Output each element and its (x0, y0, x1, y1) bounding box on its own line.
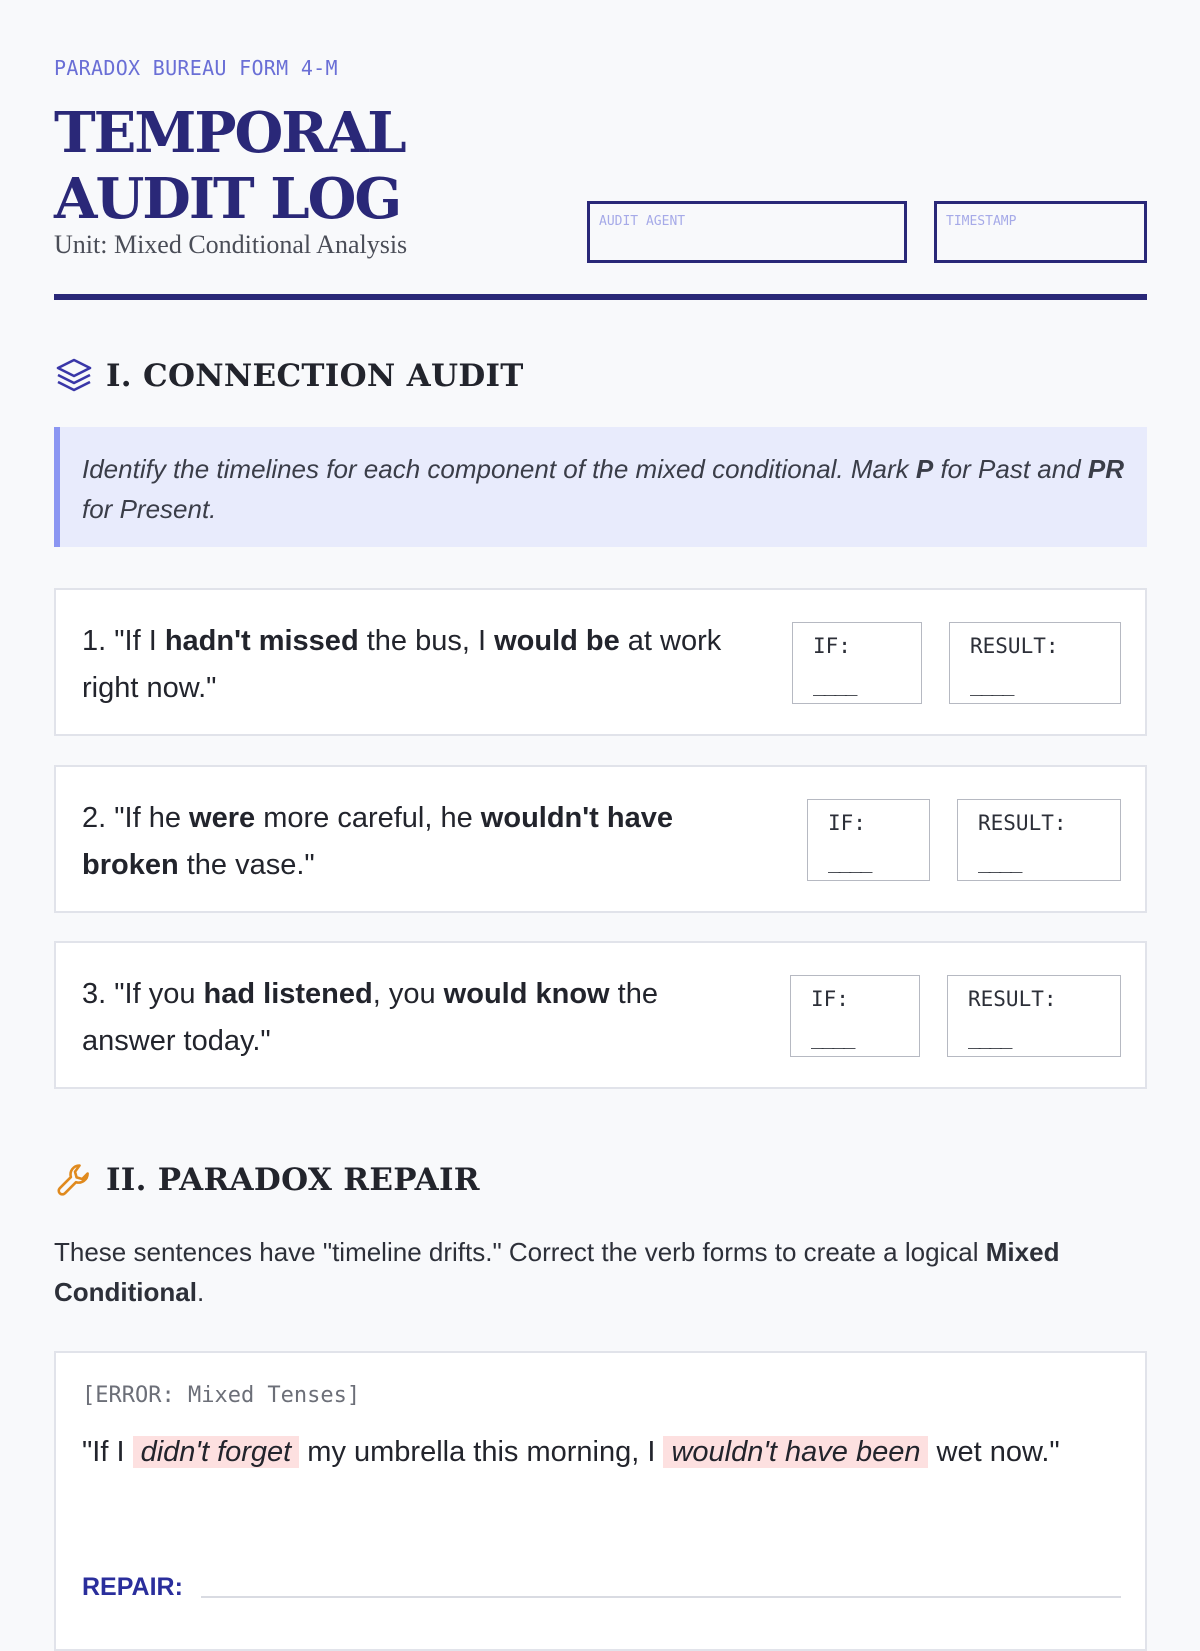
verb-if: were (189, 802, 256, 834)
audit-agent-field[interactable] (587, 201, 907, 263)
result-label: RESULT: (970, 634, 1059, 658)
repair-input-line[interactable] (201, 1596, 1121, 1598)
title-line-2: AUDIT LOG (54, 166, 401, 232)
error-text-part: wet now." (928, 1436, 1060, 1468)
question-card-2 (54, 765, 1147, 913)
unit-subtitle: Unit: Mixed Conditional Analysis (54, 230, 408, 259)
intro-text: . (196, 1277, 205, 1307)
timestamp-field[interactable] (934, 201, 1147, 263)
form-code: PARADOX BUREAU FORM 4-M (54, 56, 338, 80)
result-answer-box[interactable] (949, 622, 1121, 704)
title-line-1: TEMPORAL (54, 100, 405, 166)
instructions-box (54, 427, 1147, 547)
timestamp-label: TIMESTAMP (946, 214, 1017, 229)
header-divider (54, 294, 1147, 300)
if-answer-box[interactable] (790, 975, 920, 1057)
error-sentence (82, 1429, 1112, 1476)
answer-blank: ____ (968, 1025, 1011, 1049)
if-answer-box[interactable] (792, 622, 922, 704)
answer-blank: ____ (970, 672, 1013, 696)
q-text-part: the bus, I (358, 625, 495, 657)
q-text-part: 2. "If he (82, 802, 190, 834)
intro-bold: Mixed Conditional (54, 1237, 1060, 1307)
verb-result: would know (443, 978, 610, 1010)
question-card-3 (54, 941, 1147, 1089)
error-text-part: "If I (82, 1436, 133, 1468)
page-title (54, 100, 514, 232)
verb-result: wouldn't have broken (82, 802, 673, 881)
layers-icon (54, 356, 94, 396)
q-text-part: 1. "If I (82, 625, 165, 657)
if-label: IF: (813, 634, 851, 658)
question-text (82, 618, 762, 712)
q-text-part: the vase." (178, 849, 315, 881)
error-tag: [ERROR: Mixed Tenses] (82, 1383, 361, 1408)
error-highlight-if: didn't forget (133, 1436, 300, 1468)
result-label: RESULT: (968, 987, 1057, 1011)
repair-label: REPAIR: (82, 1573, 183, 1601)
audit-agent-label: AUDIT AGENT (599, 214, 686, 229)
question-card-1 (54, 588, 1147, 736)
verb-result: would be (494, 625, 620, 657)
result-label: RESULT: (978, 811, 1067, 835)
instructions-text: Identify the timelines for each component of the mixed conditional. Mark (82, 454, 916, 484)
instructions-text: for Present. (82, 494, 217, 524)
verb-if: hadn't missed (164, 625, 359, 657)
section-1-heading (54, 356, 524, 396)
if-answer-box[interactable] (807, 799, 930, 881)
answer-blank: ____ (978, 849, 1021, 873)
if-label: IF: (811, 987, 849, 1011)
wrench-icon (54, 1160, 94, 1200)
q-text-part: at work right now." (82, 625, 722, 704)
error-card (54, 1351, 1147, 1651)
section-1-title: I. CONNECTION AUDIT (106, 358, 524, 394)
result-answer-box[interactable] (957, 799, 1121, 881)
section-2-title: II. PARADOX REPAIR (106, 1162, 480, 1198)
q-text-part: the answer today." (82, 978, 658, 1057)
error-highlight-result: wouldn't have been (663, 1436, 928, 1468)
answer-blank: ____ (811, 1025, 854, 1049)
result-answer-box[interactable] (947, 975, 1121, 1057)
q-text-part: more careful, he (255, 802, 481, 834)
section-2-heading (54, 1160, 480, 1200)
question-text (82, 795, 762, 889)
instructions-text: for Past and (933, 454, 1088, 484)
answer-blank: ____ (813, 672, 856, 696)
repair-instructions (54, 1232, 1147, 1312)
past-marker: P (915, 454, 934, 484)
answer-blank: ____ (828, 849, 871, 873)
present-marker: PR (1087, 454, 1125, 484)
if-label: IF: (828, 811, 866, 835)
q-text-part: , you (372, 978, 444, 1010)
error-text-part: my umbrella this morning, I (299, 1436, 664, 1468)
question-text (82, 971, 742, 1065)
q-text-part: 3. "If you (82, 978, 204, 1010)
intro-text: These sentences have "timeline drifts." Correct the verb forms to create a logical (54, 1237, 986, 1267)
verb-if: had listened (203, 978, 373, 1010)
